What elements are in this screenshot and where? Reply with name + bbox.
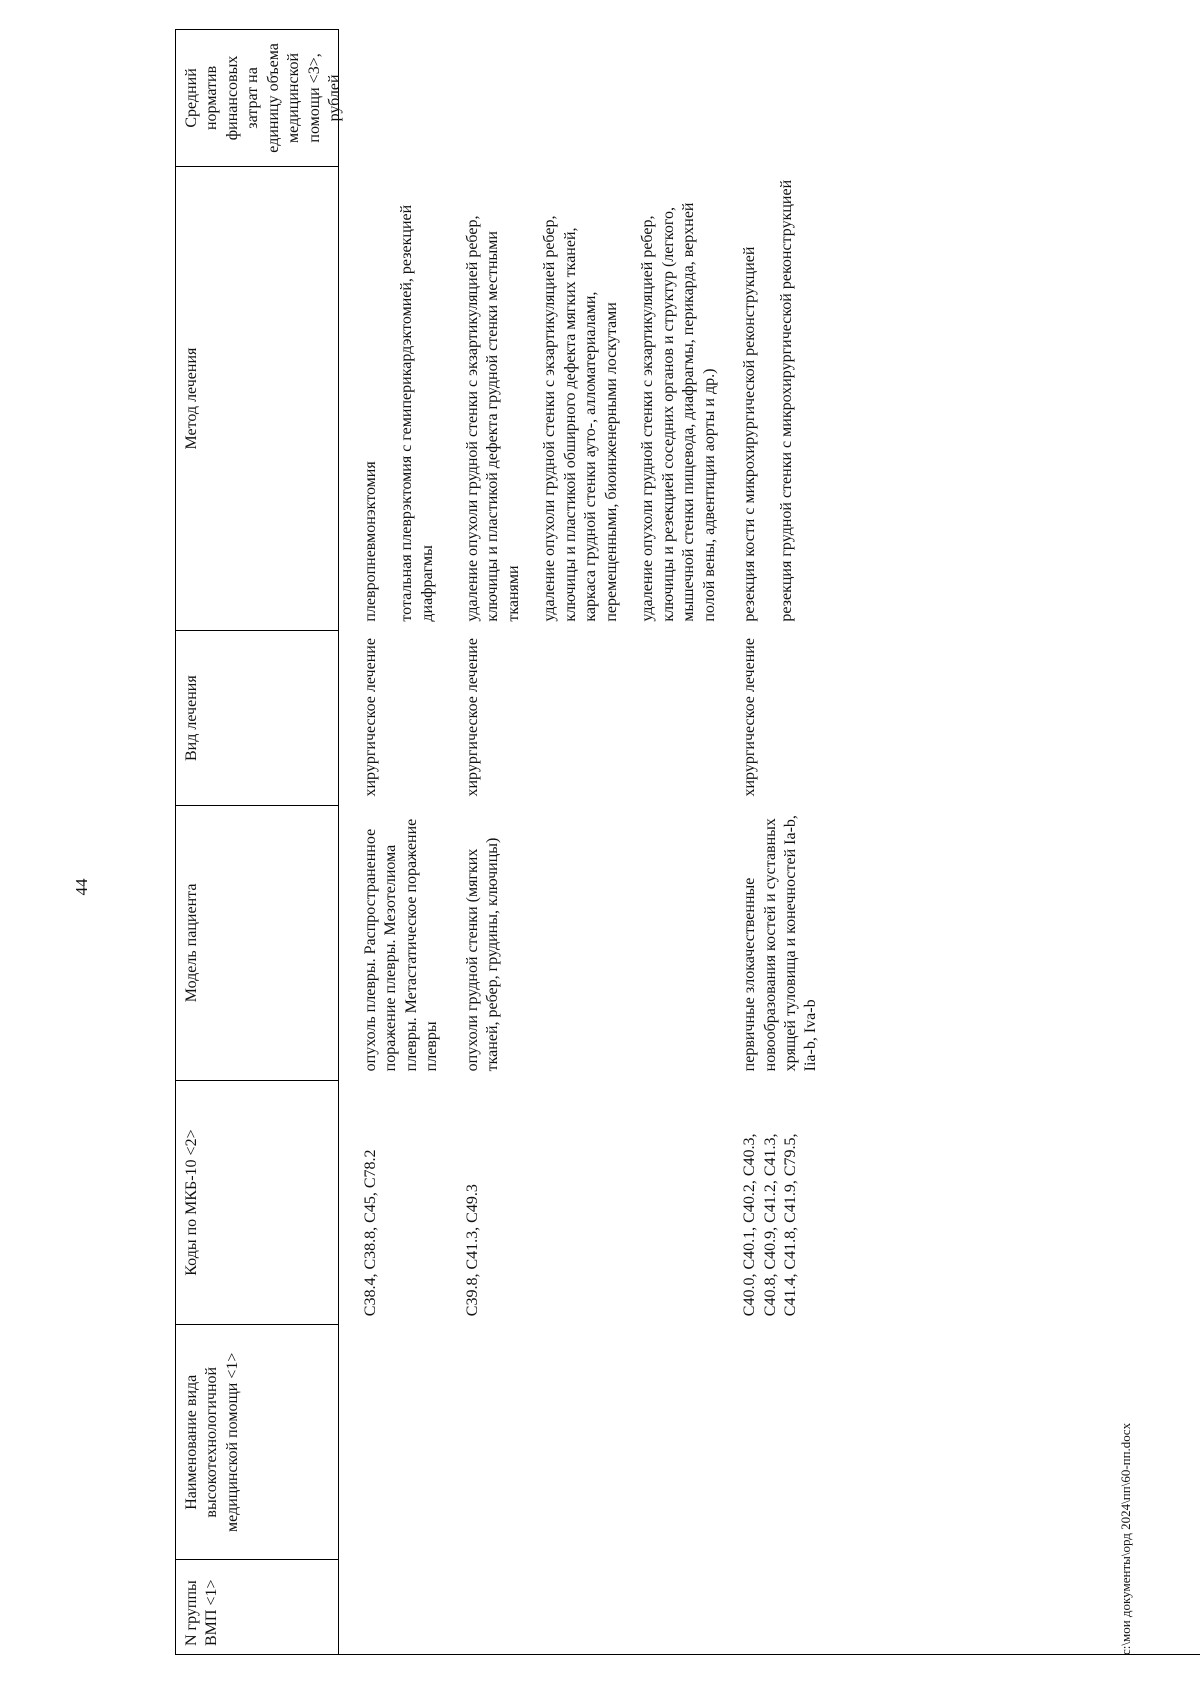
patient-model-cell: первичные злокачественные новообразования костей и суставных хрящей туловища и конечностей Ia-b, Iia-b, Iva-b xyxy=(741,815,820,1072)
table-header-row xyxy=(175,29,344,1655)
table-row xyxy=(447,29,724,1654)
table-row xyxy=(339,29,447,1654)
header-group-number: N группы ВМП <1> xyxy=(176,1559,338,1654)
treatment-type-cell: хирургическое лечение xyxy=(362,638,379,797)
treatment-method-item: удаление опухоли грудной стенки с экзартикуляцией ребер, ключицы и пластикой обширного дефекта мягких тканей, каркаса грудной стенки ауто-, алломатериалами, перемещенными, биоинженерными лоскутами xyxy=(541,215,620,622)
header-treatment-type: Вид лечения xyxy=(176,630,338,805)
treatment-method-item: плевропневмонэктомия xyxy=(362,461,379,622)
group-number-cell xyxy=(459,1559,724,1654)
page-number: 44 xyxy=(72,878,91,896)
treatment-method-item: резекция грудной стенки с микрохирургической реконструкцией xyxy=(777,179,795,622)
treatment-type-cell: хирургическое лечение xyxy=(463,638,481,797)
care-type-name-cell xyxy=(357,1324,447,1559)
table-body xyxy=(339,29,1200,1655)
treatment-method-item: удаление опухоли грудной стенки с экзартикуляцией ребер, ключицы и резекцией соседних органов и структур (легкого, мышечной стенки пищевода, диафрагмы, перикарда, верхней полой вены, адвентиции аорты и др.) xyxy=(639,202,718,622)
care-type-name-cell xyxy=(736,1324,826,1559)
treatment-method-item: резекция кости с микрохирургической реконструкцией xyxy=(741,246,759,622)
treatment-method-cell xyxy=(736,165,826,630)
cost-standard-cell xyxy=(459,29,724,165)
icd10-codes-cell: C39.8, C41.3, C49.3 xyxy=(463,1184,481,1317)
patient-model-cell: опухоли грудной стенки (мягких тканей, ребер, грудины, ключицы) xyxy=(463,837,502,1072)
footer-file-path: c:\мои документы\орд 2024\пп\60-пп.docx xyxy=(1118,1422,1133,1655)
header-cost-standard: Средний норматив финансовых затрат на единицу объема медицинской помощи <3>, рублей xyxy=(183,43,344,153)
treatment-method-cell xyxy=(459,165,724,630)
treatment-method-cell xyxy=(357,165,447,630)
treatment-method-item: тотальная плеврэктомия с гемиперикардэктомией, резекцией диафрагмы xyxy=(398,204,436,622)
header-care-type-name: Наименование вида высокотехнологичной медицинской помощи <1> xyxy=(176,1324,338,1559)
header-treatment-method: Метод лечения xyxy=(176,166,338,630)
group-number-cell xyxy=(736,1559,826,1654)
treatment-type-cell: хирургическое лечение xyxy=(741,638,759,797)
header-icd10-codes: Коды по МКБ-10 <2> xyxy=(176,1080,338,1325)
treatment-method-item: удаление опухоли грудной стенки с экзартикуляцией ребер, ключицы и пластикой дефекта грудной стенки местными тканями xyxy=(463,215,522,622)
group-number-cell xyxy=(357,1559,447,1654)
patient-model-cell: опухоль плевры. Распространенное поражение плевры. Мезотелиома плевры. Метастатическое поражение плевры xyxy=(362,818,441,1072)
icd10-codes-cell: C38.4, C38.8, C45, C78.2 xyxy=(362,1149,379,1317)
vmp-table xyxy=(175,29,1200,1655)
cost-standard-cell xyxy=(736,29,826,165)
table-row xyxy=(724,29,826,1654)
icd10-codes-cell: C40.0, C40.1, C40.2, C40.3, C40.8, C40.9, C41.2, C41.3, C41.4, C41.8, C41.9, C79.5, xyxy=(741,1133,799,1317)
header-patient-model: Модель пациента xyxy=(176,805,338,1080)
cost-standard-cell xyxy=(357,29,447,165)
care-type-name-cell xyxy=(459,1324,724,1559)
